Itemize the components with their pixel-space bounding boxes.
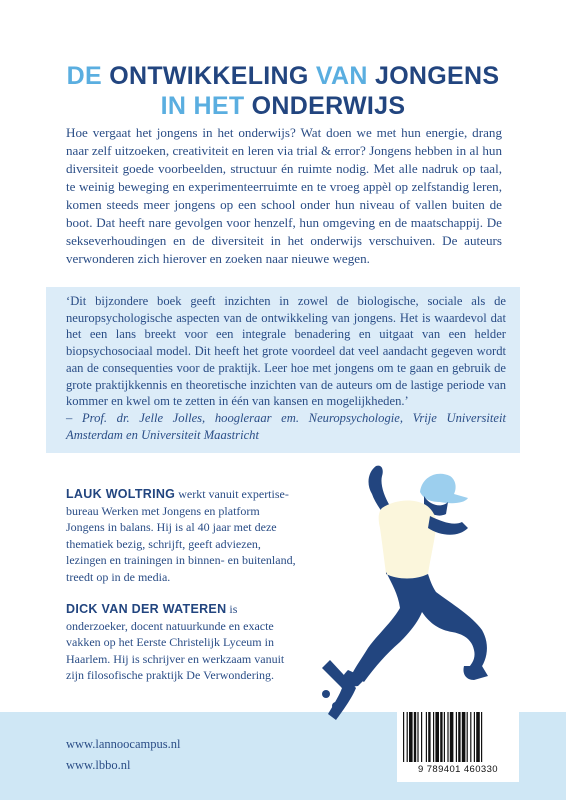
author-name: DICK VAN DER WATEREN <box>66 602 227 616</box>
author-description: werkt vanuit expertisebureau Werken met Jongens en platform Jongens in balans. Hij is al 40 jaar met deze thematiek bezig, schrijft, geeft adviezen, lezingen en trainingen in binnen- en buitenland, treedt op in de media. <box>66 487 296 584</box>
title-word: IN HET <box>160 91 245 120</box>
author-name: LAUK WOLTRING <box>66 487 176 501</box>
intro-paragraph: Hoe vergaat het jongens in het onderwijs? Wat doen we met hun energie, drang naar zelf uitzoeken, creativiteit en leren via trial & error? Jongens hebben in al hun diversiteit goede voorbeelden, structuur én ruimte nodig. Met alle nadruk op taal, te weinig beweging en experimenteerruimte en te vroeg appèl op zelfstandig leren, komen steeds meer jongens op een school onder hun niveau of vallen buiten de boot. Dat heeft nare gevolgen voor henzelf, hun omgeving en de maatschappij. De sekseverhoudingen en de diversiteit in het onderwijs verschuiven. De auteurs verwonderen zich hierover en zoeken naar nieuwe wegen. <box>66 125 502 266</box>
author-bio-lauk <box>66 486 298 586</box>
book-title <box>0 61 566 121</box>
title-word: ONTWIKKELING <box>109 61 309 90</box>
quote-text: ‘Dit bijzondere boek geeft inzichten in zowel de biologische, sociale als de neuropsychologische aspecten van de ontwikkeling van jongens. Het is waardevol dat het een lans breekt voor een integrale benadering en uitgaat van een helder biopsychosociaal model. Dit heeft het grote voordeel dat veel aandacht gegeven wordt aan de consequenties voor de praktijk. Leer hoe met jongens om te gaan en gebruik de grote praktijkkennis en theoretische inzichten van de auteurs om de lastige periode van kommer en kwel om te zetten in één van kansen en mogelijkheden.’ <box>66 294 506 409</box>
barcode-digits: 9 789401 460330 <box>418 764 498 775</box>
quote-attribution: – Prof. dr. Jelle Jolles, hoogleraar em. Neuropsychologie, Vrije Universiteit Amsterdam en Universiteit Maastricht <box>66 410 506 442</box>
shoe <box>463 666 488 680</box>
barcode <box>397 706 519 782</box>
title-word: JONGENS <box>374 61 500 90</box>
raised-arm <box>369 466 390 512</box>
wheel <box>332 702 340 710</box>
author-bio-dick <box>66 601 298 684</box>
barcode-bars <box>403 712 513 764</box>
title-word: VAN <box>315 61 368 90</box>
shirt <box>379 501 437 579</box>
cap <box>420 474 468 503</box>
publisher-urls <box>66 734 180 776</box>
title-word: DE <box>66 61 102 90</box>
title-line-2 <box>0 91 566 121</box>
title-word: ONDERWIJS <box>251 91 406 120</box>
url-lbbo: www.lbbo.nl <box>66 758 131 772</box>
skateboard <box>322 660 356 720</box>
author-description: is onderzoeker, docent natuurkunde en exacte vakken op het Eerste Christelijk Lyceum in Haarlem. Hij is schrijver en werkzaam vanuit zijn filosofische praktijk De Verwondering. <box>66 602 285 683</box>
pants <box>352 572 487 682</box>
url-lannoocampus: www.lannoocampus.nl <box>66 737 181 751</box>
wheel <box>322 690 330 698</box>
endorsement-quote <box>66 293 506 443</box>
title-line-1 <box>0 61 566 91</box>
skateboarder-illustration <box>312 462 498 728</box>
